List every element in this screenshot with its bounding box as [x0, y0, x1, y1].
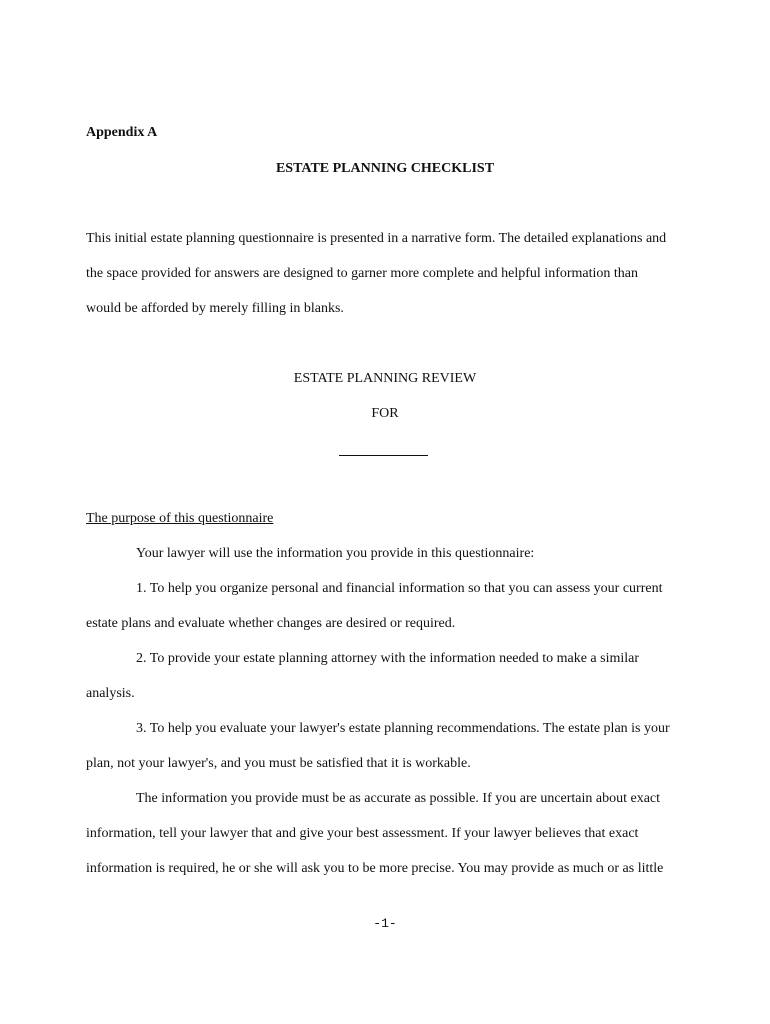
review-for: FOR	[371, 406, 399, 421]
item3-line-2: plan, not your lawyer's, and you must be satisfied that it is workable.	[86, 756, 471, 771]
item3-line-1: 3. To help you evaluate your lawyer's estate planning recommendations. The estate plan is your	[136, 721, 670, 736]
review-title: ESTATE PLANNING REVIEW	[293, 371, 477, 386]
info-line-3: information is required, he or she will ask you to be more precise. You may provide as much or as little	[86, 861, 664, 876]
intro-line-3: would be afforded by merely filling in blanks.	[86, 301, 344, 316]
item2-line-2: analysis.	[86, 686, 135, 701]
name-blank-line	[339, 455, 428, 456]
checklist-title: ESTATE PLANNING CHECKLIST	[275, 161, 495, 176]
appendix-heading: Appendix A	[86, 125, 158, 140]
intro-line-2: the space provided for answers are designed to garner more complete and helpful information than	[86, 266, 639, 281]
info-line-2: information, tell your lawyer that and give your best assessment. If your lawyer believes that exact	[86, 826, 639, 841]
intro-line-1: This initial estate planning questionnaire is presented in a narrative form. The detailed explanations and	[86, 231, 667, 246]
body-lead: Your lawyer will use the information you provide in this questionnaire:	[136, 546, 535, 561]
info-line-1: The information you provide must be as accurate as possible. If you are uncertain about exact	[136, 791, 661, 806]
item2-line-1: 2. To provide your estate planning attorney with the information needed to make a similar	[136, 651, 640, 666]
page-number: -1-	[373, 916, 397, 931]
section-heading: The purpose of this questionnaire	[86, 511, 274, 526]
item1-line-2: estate plans and evaluate whether changes are desired or required.	[86, 616, 456, 631]
item1-line-1: 1. To help you organize personal and financial information so that you can assess your current	[136, 581, 663, 596]
